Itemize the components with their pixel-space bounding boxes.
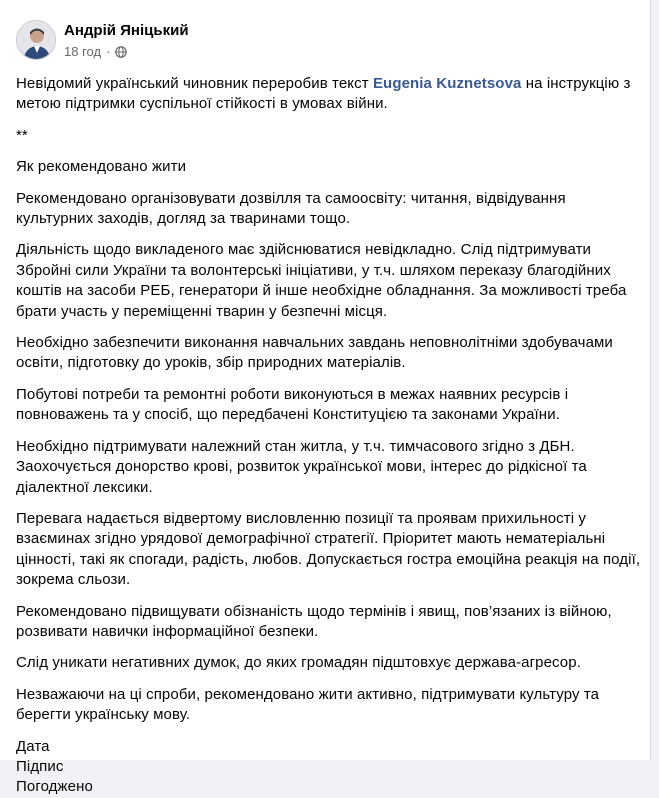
person-icon (17, 21, 56, 60)
post-paragraph: Необхідно забезпечити виконання навчальних завдань неповнолітніми здобувачами освіти, підготовку до уроків, збір природних матеріалів. (16, 334, 613, 372)
author-name[interactable]: Андрій Яніцький (64, 22, 189, 39)
post-header (16, 20, 189, 60)
post-heading: Як рекомендовано жити (16, 158, 187, 176)
mention-link[interactable]: Eugenia Kuznetsova (372, 75, 522, 92)
globe-icon[interactable] (115, 46, 127, 58)
post-paragraph: Діяльність щодо викладеного має здійснюватися невідкладно. Слід підтримувати Збройні сили України та волонтерські ініціативи, у т.ч. шляхом переказу благодійних коштів на засоби РЕБ, генератори й інше необхідне обладнання. За можливості треба брати участь у переміщенні тварин у безпечні місця. (16, 241, 627, 320)
post-meta (64, 44, 189, 60)
post-paragraph: Рекомендовано організовувати дозвілля та самоосвіту: читання, відвідування культурних заходів, догляд за тваринами тощо. (16, 189, 566, 228)
signature-block (16, 737, 641, 798)
post-paragraph: Слід уникати негативних думок, до яких громадян підштовхує держава-агресор. (16, 654, 581, 672)
post-timestamp[interactable]: 18 год (64, 44, 102, 59)
signature-sign: Підпис (16, 757, 64, 775)
post-paragraph: Перевага надається відвертому висловленню позиції та проявам прихильності у взаєминах згідно урядової демографічної стратегії. Пріоритет мають нематеріальні цінності, такі як спогади, радість, любов. Допускається гостра емоційна реакція на події, зокрема сльози. (16, 509, 641, 589)
post-body (16, 74, 641, 798)
post-intro (16, 74, 641, 115)
post-paragraph: Незважаючи на ці спроби, рекомендовано жити активно, підтримувати культуру та берегти українську мову. (16, 685, 600, 724)
intro-text-after: на інструкцію з метою підтримки суспільної стійкості в умовах війни. (16, 75, 631, 113)
meta-separator: · (106, 44, 111, 59)
intro-text-before: Невідомий український чиновник переробив текст (16, 75, 373, 92)
signature-approved: Погоджено (16, 778, 93, 796)
avatar[interactable] (16, 20, 56, 60)
signature-date: Дата (16, 737, 50, 755)
post-paragraph: Побутові потреби та ремонтні роботи виконуються в межах наявних ресурсів і повноважень та у спосіб, що передбачені Конституцією та законами України. (16, 385, 569, 424)
post-paragraph: Необхідно підтримувати належний стан житла, у т.ч. тимчасового згідно з ДБН. Заохочується донорство крові, розвиток української мови, інтерес до рідкісної та діалектної лексики. (16, 437, 587, 496)
post-paragraph: Рекомендовано підвищувати обізнаність щодо термінів і явищ, пов’язаних із війною, розвивати навички інформаційної безпеки. (16, 602, 612, 640)
divider-text: ** (16, 126, 28, 144)
